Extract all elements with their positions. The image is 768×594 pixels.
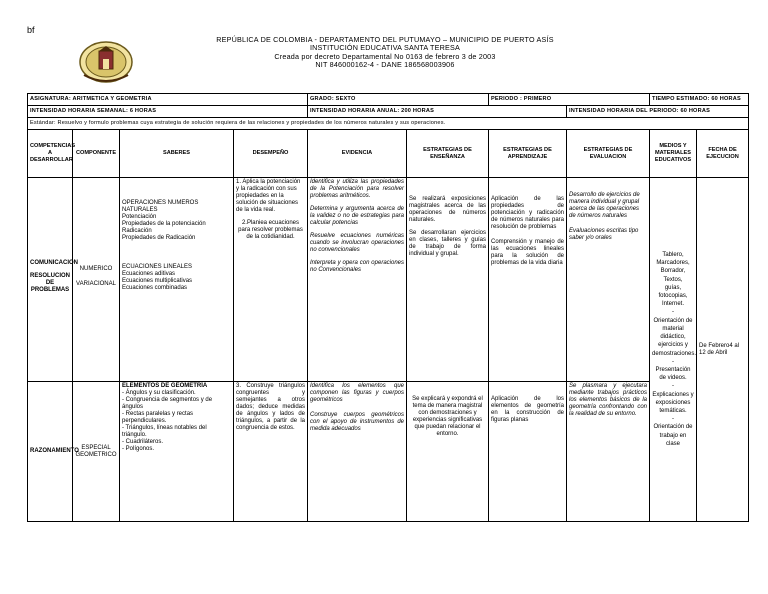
saber-item: Radicación	[122, 228, 152, 234]
saber-title: OPERACIONES NUMEROS NATURALES	[122, 200, 199, 213]
weekly-hours-cell: INTENSIDAD HORARIA SEMANAL: 6 HORAS	[28, 106, 308, 118]
saber-item: - Rectas paralelas y rectas perpendiculares.	[122, 411, 194, 424]
medio-item: Presentación de videos.	[655, 366, 691, 382]
evaluacion-cell	[567, 178, 650, 382]
standard-cell: Estándar: Resuelvo y formulo problemas cuya estrategia de solución requiera de las relaciones y propiedades de los números naturales y sus operaciones.	[28, 118, 749, 130]
school-crest-logo	[76, 37, 136, 87]
header-line-nit: NIT 846000162-4 - DANE 186568003906	[315, 60, 455, 70]
competencia-comunicacion: COMUNICACION	[30, 259, 78, 266]
evidencia-item: Resuelve ecuaciones numéricas cuando se involucran operaciones no convencionales	[310, 233, 404, 253]
ensenanza-cell	[407, 178, 489, 382]
ensenanza-geometria-cell: Se explicará y expondrá el tema de manera magistral con demostraciones y experiencias significativas que puedan relacionar el entorno.	[407, 382, 489, 522]
grade-cell: GRADO: SEXTO	[308, 94, 489, 106]
saber-item: Potenciación	[122, 214, 157, 220]
evidencia-item: Identifica los elementos que componen las figuras y cuerpos geométricos	[310, 383, 404, 403]
header-line-country: REPÚBLICA DE COLOMBIA - DEPARTAMENTO DEL PUTUMAYO – MUNICIPIO DE PUERTO ASÍS	[216, 35, 554, 44]
medio-item: fotocopias,	[658, 293, 688, 300]
column-header-row	[28, 130, 749, 178]
medio-item: Tablero,	[662, 252, 684, 259]
evidencia-item: Determina y argumenta acerca de la validez o no de estrategias para calcular potencias	[310, 206, 404, 226]
institution-header	[200, 36, 570, 70]
competencia-resolucion: RESOLUCION DE PROBLEMAS	[30, 272, 71, 293]
col-evaluacion: ESTRATEGIAS DE EVALUACION	[567, 130, 650, 178]
medio-item: guías,	[664, 284, 682, 291]
saber-item: - Cuadriláteros.	[122, 439, 164, 445]
corner-mark: bf	[27, 25, 35, 35]
evaluacion-item: Desarrollo de ejercicios de manera individual y grupal acerca de las operaciones de números naturales	[569, 192, 640, 219]
aprendizaje-cell	[489, 178, 567, 382]
medio-item: -	[672, 416, 674, 423]
aprendizaje-item: Aplicación de las propiedades de potenciación y radicación de números naturales para resolución de problemas	[491, 196, 564, 230]
saber-title: ELEMENTOS DE GEOMETRÍA	[122, 383, 208, 389]
fecha-cell	[697, 178, 749, 522]
evaluacion-item: Evaluaciones escritas tipo saber y/o orales	[569, 228, 639, 241]
col-competencias: COMPETENCIAS A DESARROLLAR	[28, 130, 73, 178]
medio-item: ejercicios y demostraciones.	[652, 342, 697, 357]
col-saberes: SABERES	[120, 130, 234, 178]
evidencia-item: Construye cuerpos geométricos con el apoyo de instrumentos de medida adecuados	[310, 412, 404, 432]
componente-geometrico: ESPECIAL GEOMETRICO	[73, 382, 120, 522]
col-aprendizaje: ESTRATEGIAS DE APRENDIZAJE	[489, 130, 567, 178]
medio-item: Explicaciones y exposiciones temáticas.	[652, 391, 694, 414]
medio-item: -	[672, 309, 674, 316]
evidencia-cell	[308, 178, 407, 382]
evaluacion-geometria-cell: Se plasmara y ejecutara mediante trabajos prácticos los elementos básicos de la geometría confrontando con la realidad de su entorno.	[567, 382, 650, 522]
period-hours-cell: INTENSIDAD HORARIA DEL PERIODO: 60 HORAS	[567, 106, 749, 118]
saber-item: Ecuaciones multiplicativas	[122, 278, 193, 284]
saber-item: - Ángulos y su clasificación.	[122, 390, 196, 396]
saber-item: Propiedades de la potenciación	[122, 221, 206, 227]
saber-item: - Congruencia de segmentos y de ángulos	[122, 397, 213, 410]
saberes-cell	[120, 178, 234, 382]
saber-item: - Polígonos.	[122, 446, 155, 452]
col-medios: MEDIOS Y MATERIALES EDUCATIVOS	[650, 130, 697, 178]
table-row	[28, 382, 749, 522]
table-row	[28, 178, 749, 382]
fecha-text: De Febrero4 al 12 de Abril	[699, 342, 740, 356]
col-desempeno: DESEMPEÑO	[234, 130, 308, 178]
evidencia-geometria-cell	[308, 382, 407, 522]
desempeno-item: 1. Aplica la potenciación y la radicación con sus propiedades en la solución de situaciones de la vida real.	[236, 179, 301, 213]
ensenanza-item: Se desarrollaran ejercicios en clases, talleres y guías de trabajo de forma individual y grupal.	[409, 230, 486, 257]
desempeno-cell	[234, 178, 308, 382]
componente-numerico: NUMERICO	[79, 265, 113, 272]
medio-item: Orientación de material didáctico,	[653, 317, 693, 341]
componente-cell	[73, 178, 120, 382]
col-evidencia: EVIDENCIA	[308, 130, 407, 178]
col-componente: COMPONENTE	[73, 130, 120, 178]
evidencia-item: Interpreta y opera con operaciones no Convencionales	[310, 260, 404, 273]
competencia-razonamiento: RAZONAMIENTO	[28, 382, 73, 522]
medios-cell	[650, 178, 697, 522]
medio-item: Borrador,	[660, 268, 686, 275]
medio-item: Textos,	[663, 276, 683, 283]
header-line-institution: INSTITUCIÓN EDUCATIVA SANTA TERESA	[309, 43, 461, 53]
aprendizaje-geometria-cell: Aplicación de los elementos de geometría en la construcción de figuras planas	[489, 382, 567, 522]
subject-cell: ASIGNATURA: ARITMETICA Y GEOMETRIA	[28, 94, 308, 106]
saber-item: Ecuaciones aditivas	[122, 271, 176, 277]
aprendizaje-item: Comprensión y manejo de las ecuaciones lineales para la solución de problemas de la vida diaria	[491, 239, 564, 266]
medio-item: Marcadores,	[656, 260, 690, 267]
saberes-geometria-cell	[120, 382, 234, 522]
componente-variacional: VARIACIONAL	[76, 280, 116, 287]
period-cell: PERIODO : PRIMERO	[489, 94, 650, 106]
medio-item: Orientación de trabajo en clase	[653, 424, 693, 447]
saber-item: - Triángulos, líneas notables del triángulo.	[122, 425, 207, 438]
medio-item: -	[672, 383, 674, 390]
col-fecha: FECHA DE EJECUCION	[697, 130, 749, 178]
evidencia-item: Identifica y utiliza las propiedades de la Potenciación para resolver problemas aritméticos.	[310, 179, 404, 199]
medio-item: -	[672, 358, 674, 365]
ensenanza-item: Se realizará exposiciones magistrales acerca de las operaciones de números naturales.	[409, 196, 486, 223]
saber-item: Propiedades de Radicación	[122, 235, 196, 241]
medio-item: Internet.	[661, 301, 684, 308]
competencias-cell	[28, 178, 78, 382]
saber-title: ECUACIONES LINEALES	[122, 264, 193, 270]
estimated-time-cell: TIEMPO ESTIMADO: 60 HORAS	[650, 94, 749, 106]
desempeno-item: 2.Planiea ecuaciones para resolver problemas de la cotidianidad.	[238, 220, 303, 240]
col-ensenanza: ESTRATEGIAS DE ENSEÑANZA	[407, 130, 489, 178]
saber-item: Ecuaciones combinadas	[122, 285, 188, 291]
desempeno-geometria-cell: 3. Construye triángulos congruentes y semejantes a otros dados; deduce medidas de ángulos y lados de triángulos, a partir de la congruencia de estos.	[234, 382, 308, 522]
curriculum-plan-table	[27, 93, 749, 522]
annual-hours-cell: INTENSIDAD HORARIA ANUAL: 200 HORAS	[308, 106, 567, 118]
header-line-decree: Creada por decreto Departamental No 0163 de febrero 3 de 2003	[274, 51, 496, 61]
